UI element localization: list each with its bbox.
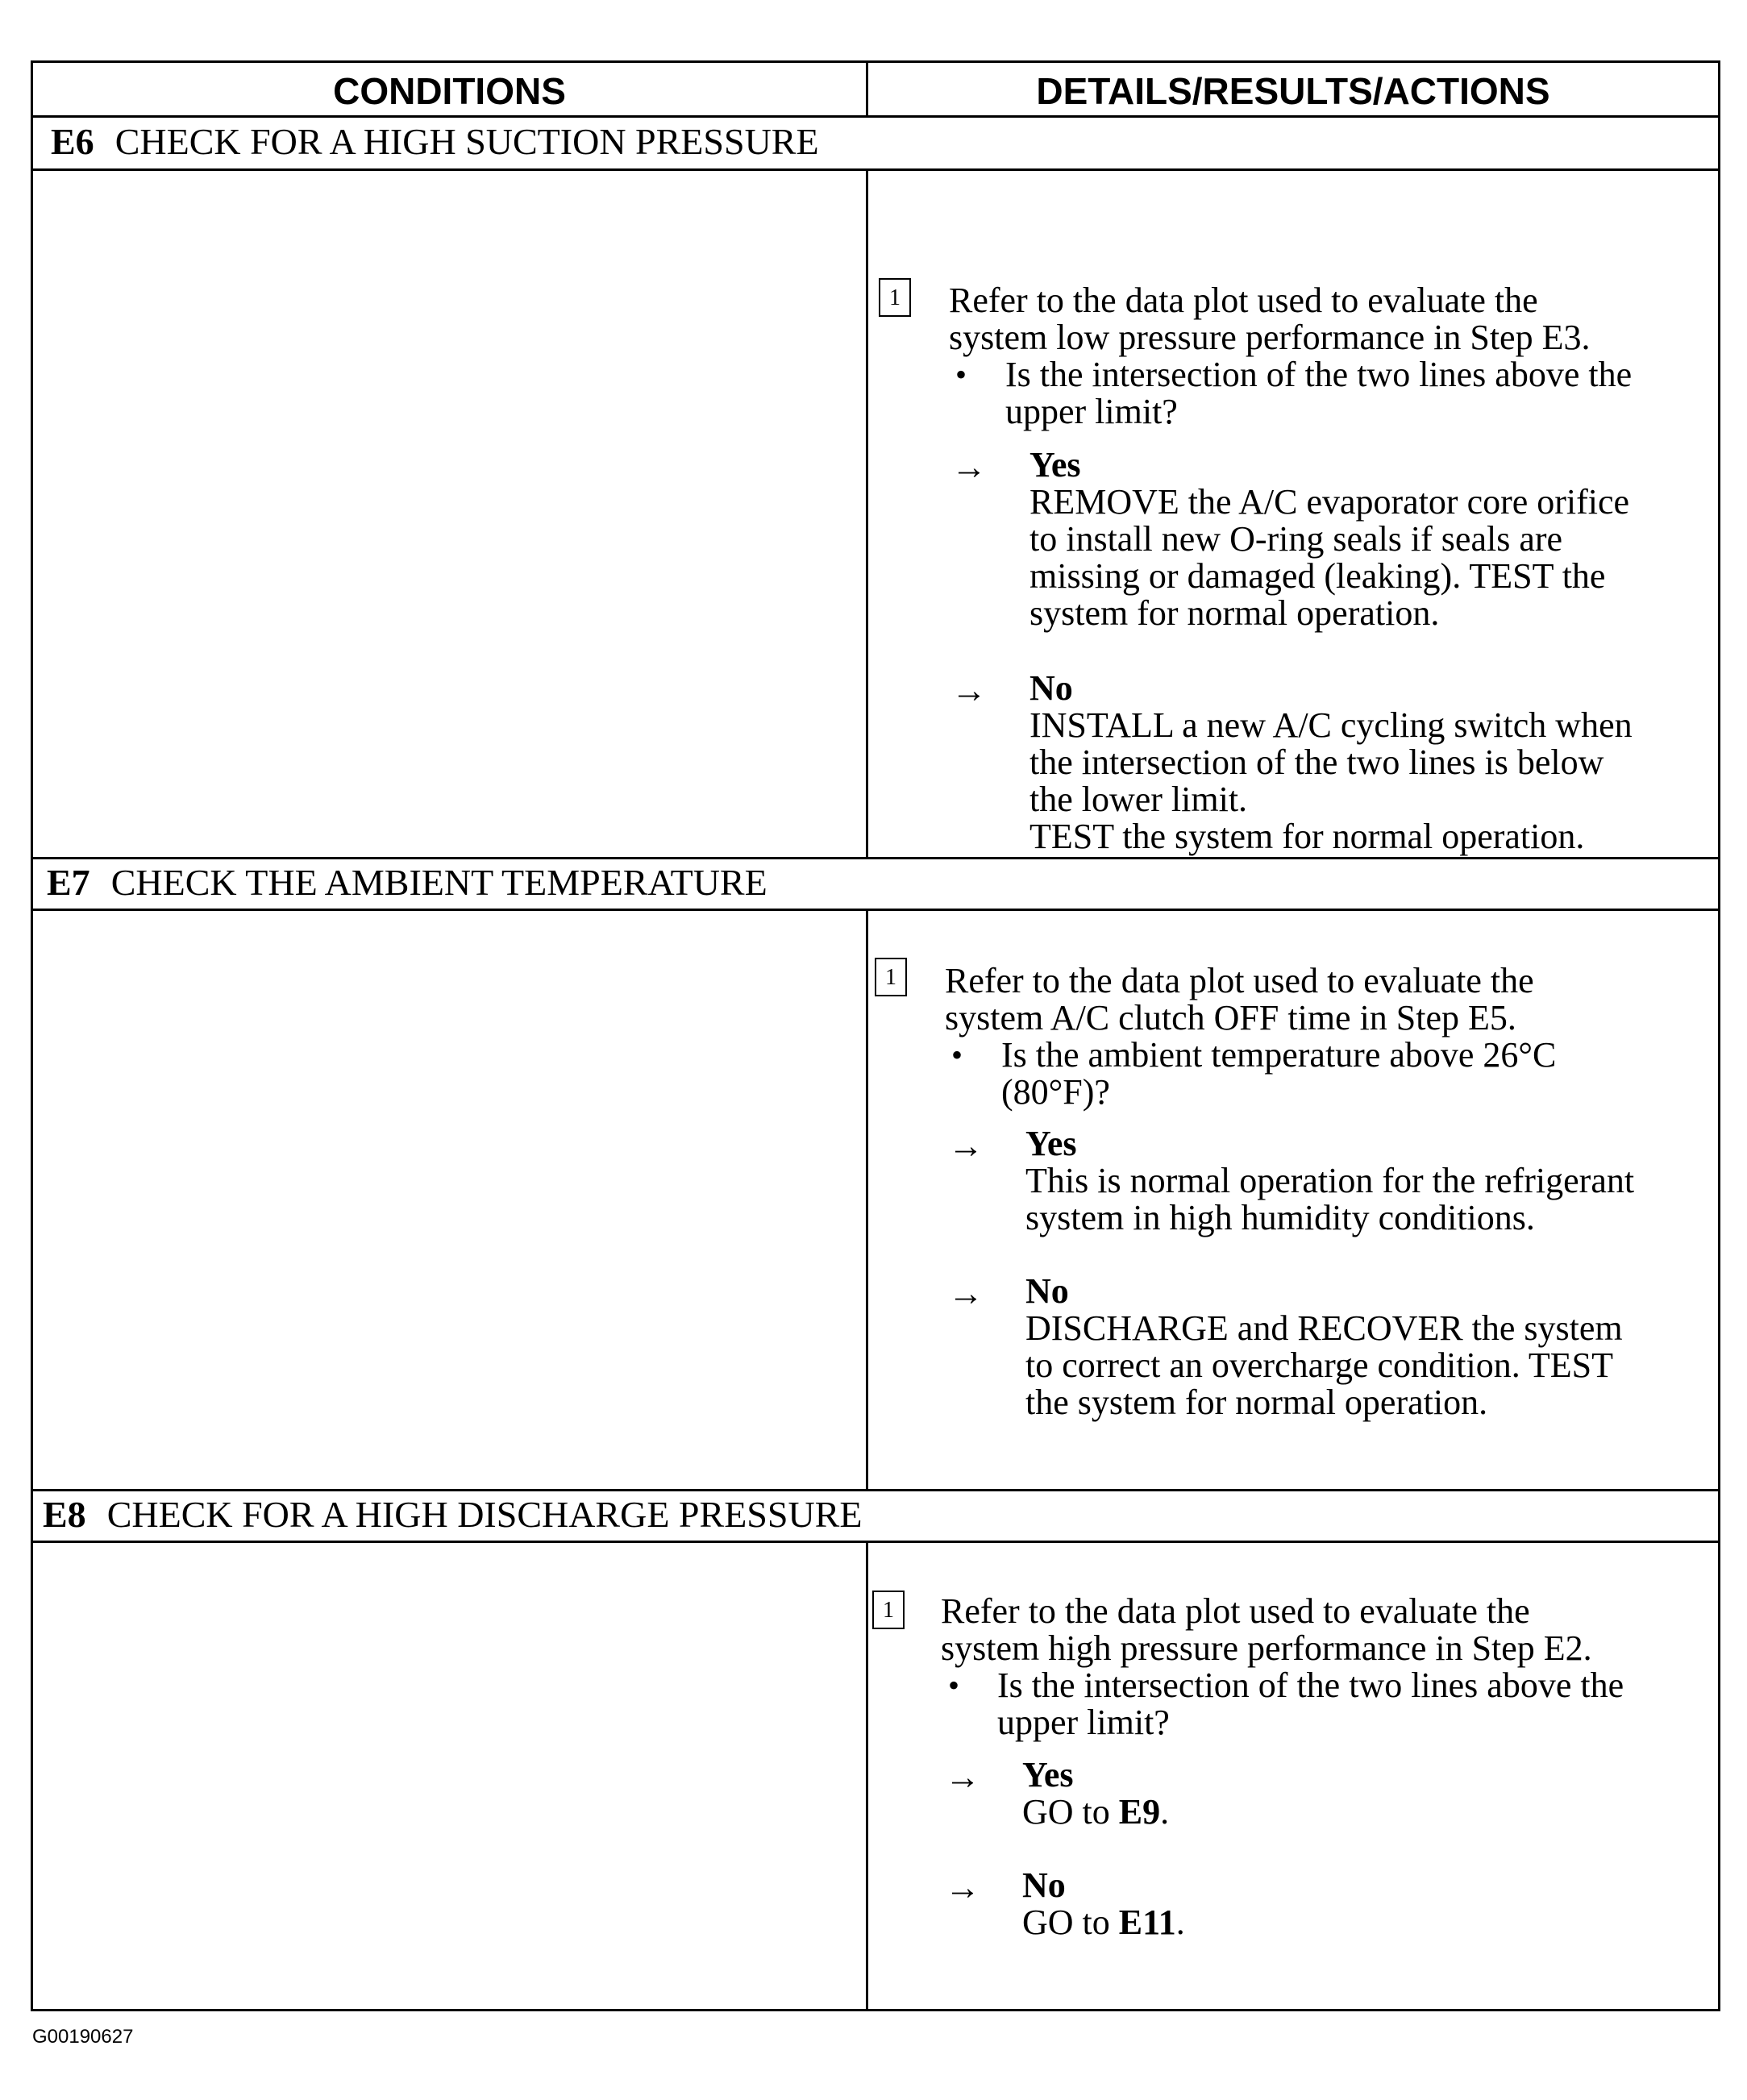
step-title-e8 xyxy=(33,1491,1718,1543)
no-result: No INSTALL a new A/C cycling switch when the intersection of the two lines is below the lower limit. TEST the system for normal operation. xyxy=(1029,668,1633,856)
step-row-e7 xyxy=(33,911,1718,1491)
no-result: No DISCHARGE and RECOVER the system to correct an overcharge condition. TEST the system for normal operation. xyxy=(1025,1271,1623,1422)
step-box: 1 xyxy=(879,278,911,317)
table-header xyxy=(33,63,1718,118)
question-text: Is the intersection of the two lines above the upper limit? xyxy=(1005,355,1633,431)
arrow-right-icon: → xyxy=(948,1126,984,1166)
bullet-icon: • xyxy=(955,356,967,393)
step-row-e6 xyxy=(33,171,1718,859)
details-cell xyxy=(866,1543,1718,2009)
step-title-e7 xyxy=(33,859,1718,911)
conditions-cell xyxy=(33,1543,866,2009)
arrow-right-icon: → xyxy=(951,671,987,710)
yes-result: Yes This is normal operation for the refrigerant system in high humidity conditions. xyxy=(1025,1124,1635,1237)
conditions-cell xyxy=(33,911,866,1489)
step-title-text: CHECK FOR A HIGH DISCHARGE PRESSURE xyxy=(106,1494,863,1535)
step-title-e6 xyxy=(33,118,1718,171)
step-box: 1 xyxy=(875,958,907,996)
step-row-e8 xyxy=(33,1543,1718,2009)
goto-target: E11 xyxy=(1118,1902,1176,1942)
arrow-right-icon: → xyxy=(945,1757,980,1797)
details-cell xyxy=(866,171,1718,857)
diagnostic-table xyxy=(31,60,1720,2011)
no-result: No GO to E11. xyxy=(1022,1865,1185,1942)
arrow-right-icon: → xyxy=(951,447,987,487)
arrow-right-icon: → xyxy=(948,1274,984,1313)
refer-text: Refer to the data plot used to evaluate the system low pressure performance in Step E3. xyxy=(949,281,1591,357)
yes-result: Yes REMOVE the A/C evaporator core orifice to install new O-ring seals if seals are missing or damaged (leaking). TEST the system for normal operation. xyxy=(1029,445,1630,633)
step-box: 1 xyxy=(872,1591,905,1629)
bullet-icon: • xyxy=(951,1037,963,1073)
refer-text: Refer to the data plot used to evaluate the system A/C clutch OFF time in Step E5. xyxy=(945,961,1534,1038)
step-number: E7 xyxy=(47,862,90,903)
question-text: Is the ambient temperature above 26°C (80°F)? xyxy=(1001,1035,1557,1112)
details-header: DETAILS/RESULTS/ACTIONS xyxy=(866,63,1718,115)
conditions-cell xyxy=(33,171,866,857)
details-cell xyxy=(866,911,1718,1489)
question-text: Is the intersection of the two lines above the upper limit? xyxy=(997,1665,1624,1742)
step-number: E6 xyxy=(51,121,94,162)
refer-text: Refer to the data plot used to evaluate the system high pressure performance in Step E2. xyxy=(941,1591,1592,1668)
step-number: E8 xyxy=(43,1494,86,1535)
step-title-text: CHECK THE AMBIENT TEMPERATURE xyxy=(110,862,767,903)
bullet-icon: • xyxy=(948,1667,960,1703)
yes-result: Yes GO to E9. xyxy=(1022,1755,1170,1832)
step-title-text: CHECK FOR A HIGH SUCTION PRESSURE xyxy=(114,121,819,162)
conditions-header: CONDITIONS xyxy=(333,70,566,112)
goto-target: E9 xyxy=(1118,1792,1161,1832)
figure-code: G00190627 xyxy=(32,2026,134,2048)
arrow-right-icon: → xyxy=(945,1868,980,1907)
